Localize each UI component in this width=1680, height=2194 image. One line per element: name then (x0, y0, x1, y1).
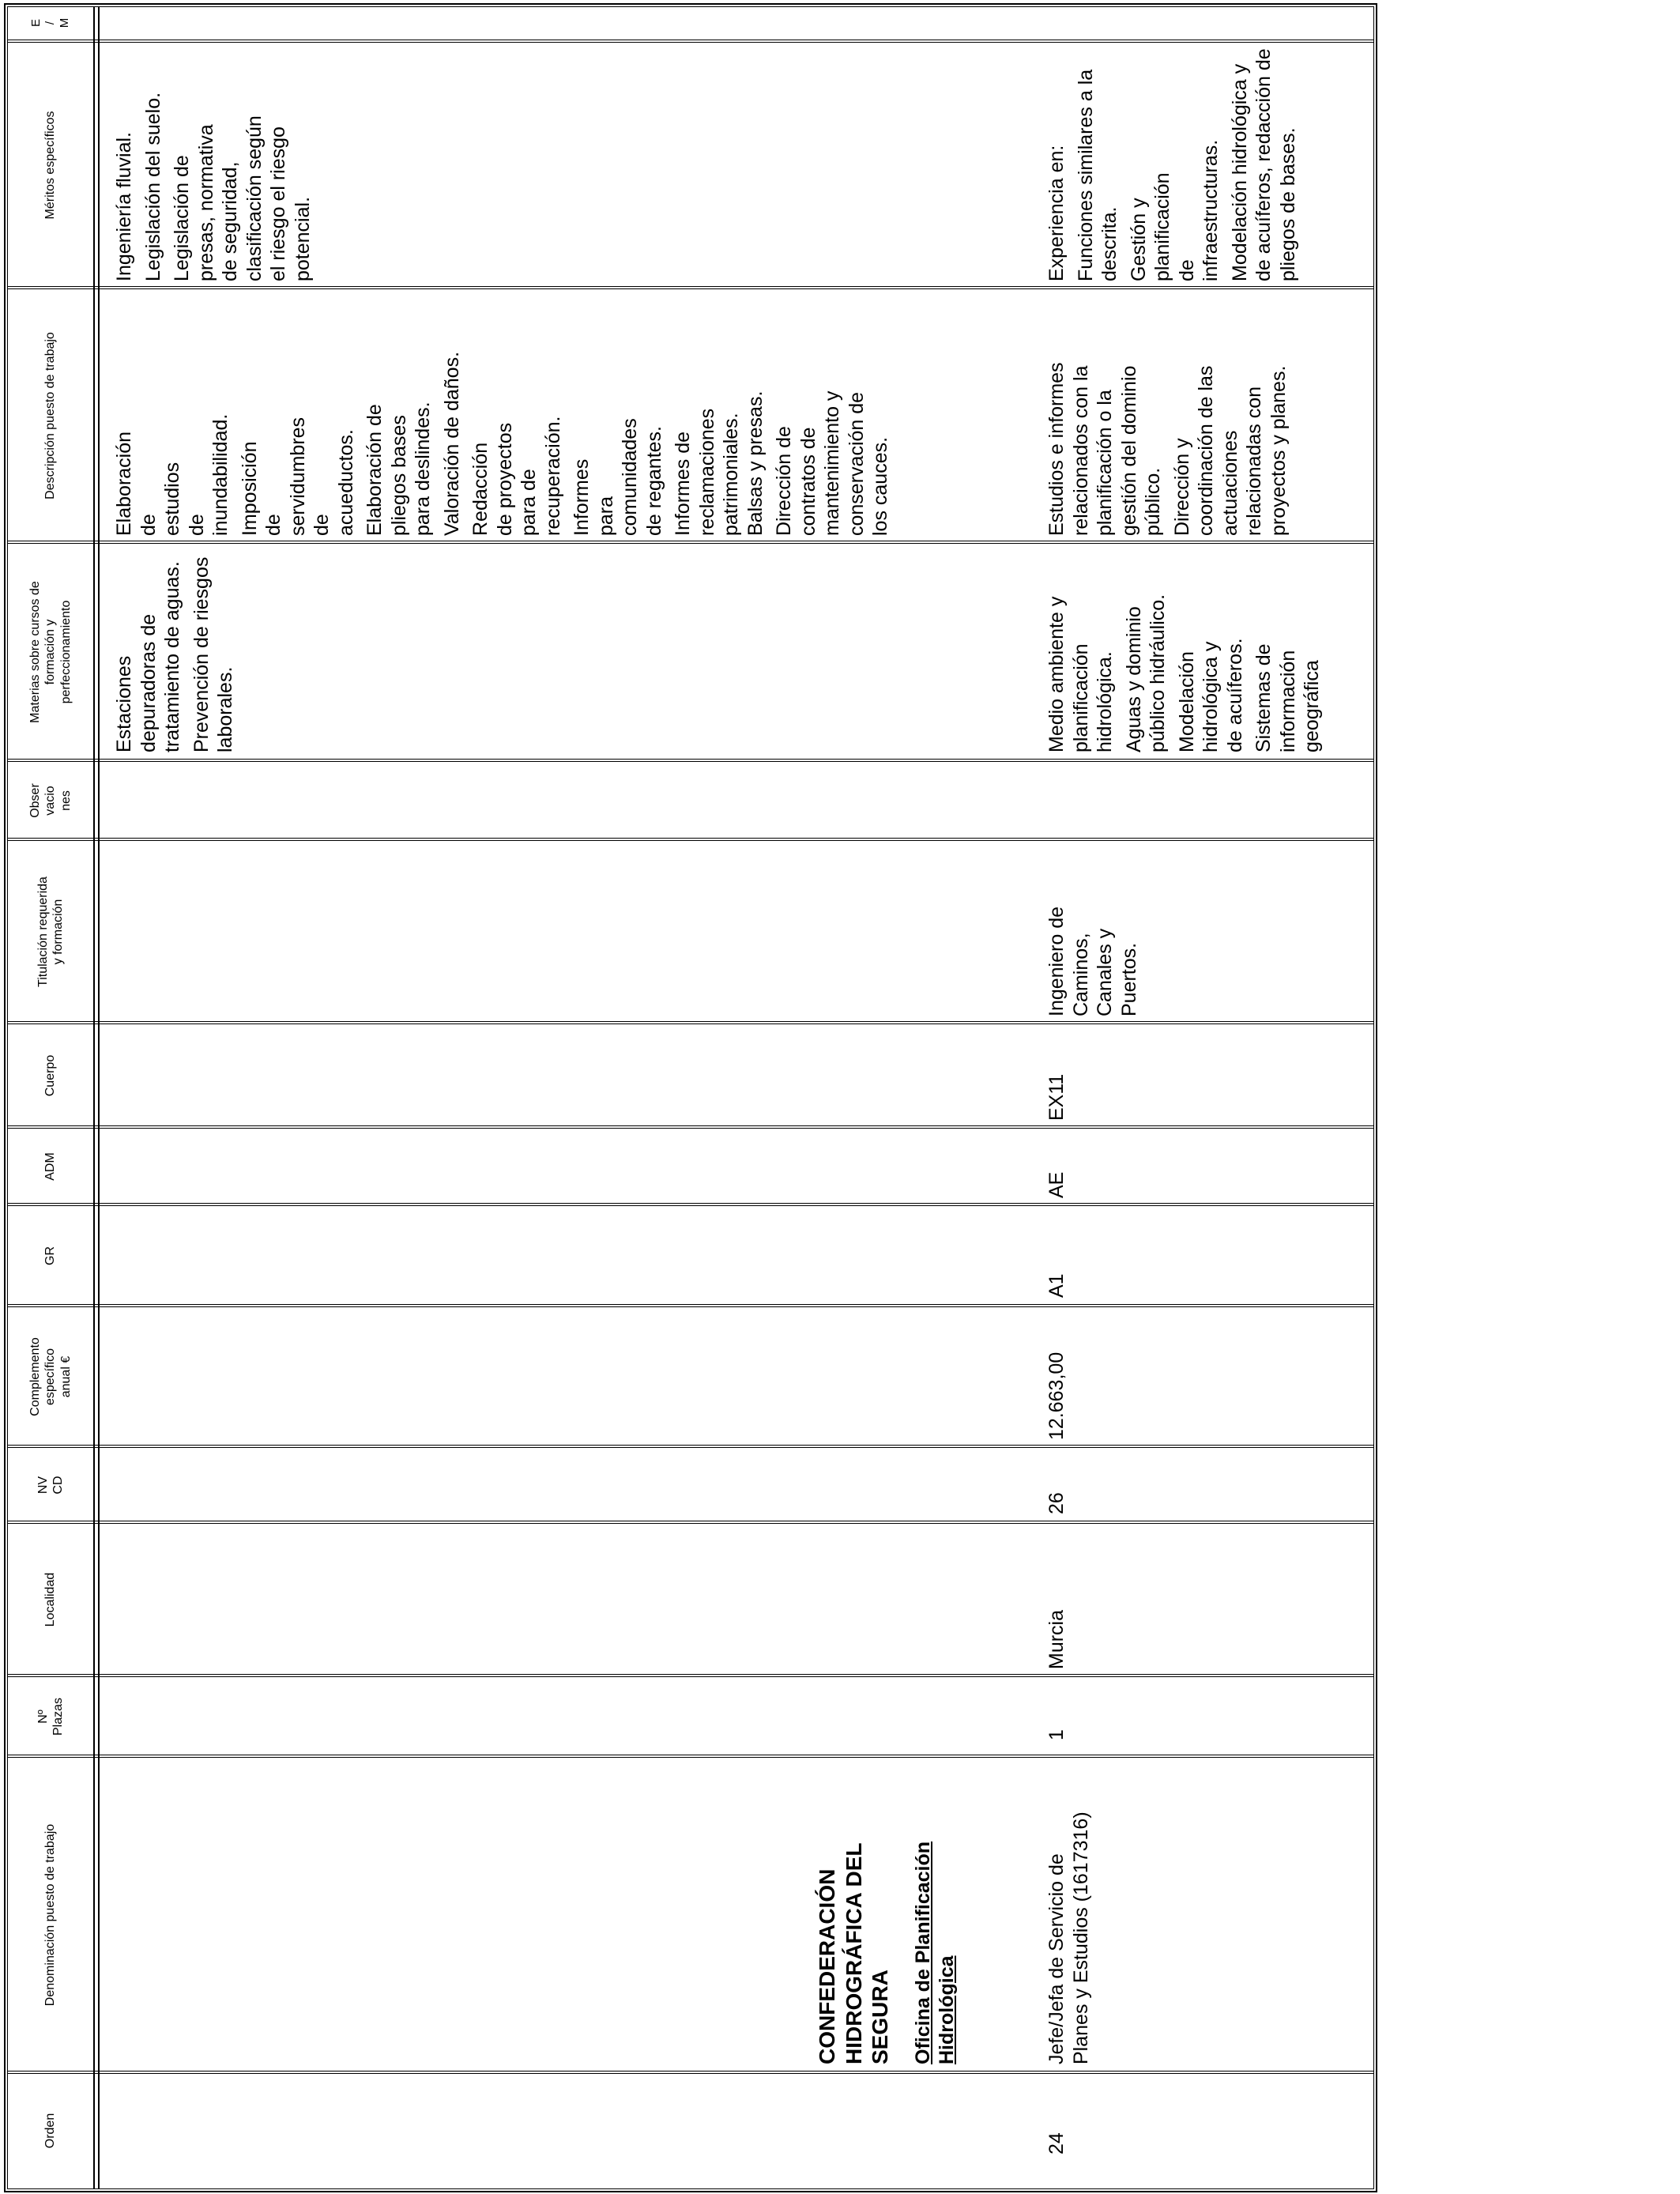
organism-block (814, 1764, 959, 2064)
header-grupo: GR (43, 1246, 58, 1265)
column-separator-line (7, 1523, 1374, 1524)
column-separator-line (7, 759, 1374, 760)
header-meritos: Méritos específicos (43, 111, 58, 220)
materias-item: Modelación hidrológica y de acuíferos. (1175, 638, 1246, 752)
header-denominacion: Denominación puesto de trabajo (43, 1823, 58, 2007)
header-complemento: Complemento específico anual € (28, 1337, 73, 1416)
column-separator-line (7, 1676, 1374, 1677)
column-separator-line (7, 761, 1374, 762)
column-separator-line (7, 1128, 1374, 1129)
column-separator-line (7, 288, 1374, 289)
column-separator-line (7, 1306, 1374, 1307)
header-localidad: Localidad (43, 1572, 58, 1627)
header-plazas: Nº Plazas (36, 1697, 65, 1736)
continuation-meritos-item: Ingeniería fluvial. (113, 131, 135, 281)
cell-materias (1045, 586, 1329, 752)
continuation-descripcion-item: Redacción de proyectos para de recuperación. (469, 416, 564, 536)
meritos-item: Funciones similares a la descrita. (1074, 69, 1121, 281)
organism-name: CONFEDERACIÓN HIDROGRÁFICA DEL SEGURA (815, 1843, 893, 2064)
column-separator-line (7, 1205, 1374, 1206)
continuation-descripcion-item: Valoración de daños. (440, 351, 463, 536)
header-materias: Materias sobre cursos de formación y perfeccionamiento (28, 581, 73, 723)
header-titulacion: Titulación requerida y formación (36, 876, 65, 987)
column-separator-line (7, 286, 1374, 287)
continuation-materias-item: Prevención de riesgos laborales. (190, 556, 236, 752)
descripcion-item: Dirección y coordinación de las actuaciones relacionadas con proyectos y planes. (1170, 365, 1290, 536)
descripcion-item: Estudios e informes relacionados con la planificación o la gestión del dominio público. (1045, 362, 1164, 536)
header-em: E / M (29, 17, 71, 28)
column-separator-line (7, 1021, 1374, 1022)
column-separator-line (7, 1757, 1374, 1758)
column-separator-line (7, 1447, 1374, 1448)
meritos-item: Experiencia en: (1045, 145, 1068, 281)
column-separator-line (7, 1203, 1374, 1204)
column-separator-line (7, 1674, 1374, 1675)
column-separator-line (7, 543, 1374, 544)
header-orden: Orden (43, 2113, 58, 2149)
column-separator-line (7, 1445, 1374, 1446)
continuation-descripcion (112, 291, 898, 536)
meritos-item: Gestión y planificación de infraestructuras. (1127, 139, 1222, 281)
header-observaciones: Obser vacio nes (28, 783, 73, 818)
continuation-descripcion-item: Imposición de servidumbres de acueductos. (238, 417, 357, 536)
cell-localidad: Murcia (1045, 1609, 1068, 1669)
column-separator-line (7, 1023, 1374, 1024)
materias-item: Medio ambiente y planificación hidrológica. (1045, 596, 1116, 752)
continuation-descripcion-item: Elaboración de estudios de inundabilidad. (113, 413, 232, 536)
header-adm: ADM (43, 1152, 58, 1181)
cell-complemento: 12.663,00 (1045, 1351, 1068, 1440)
continuation-descripcion-item: Dirección de contratos de mantenimiento y conservación de los cauces. (773, 390, 891, 536)
continuation-meritos-item: Legislación de presas, normativa de seguridad, clasificación según el riesgo el riesgo potencial. (171, 115, 314, 281)
cell-nivel: 26 (1045, 1492, 1068, 1514)
cell-meritos (1045, 47, 1305, 281)
cell-adm: AE (1045, 1171, 1068, 1198)
header-nivel: NV CD (36, 1476, 65, 1495)
cell-orden: 24 (1045, 2132, 1068, 2154)
cell-grupo: A1 (1045, 1273, 1068, 1298)
cell-denominacion: Jefe/Jefa de Servicio de Planes y Estudios (1617316) (1045, 1811, 1092, 2064)
column-separator-line (7, 1125, 1374, 1126)
column-separator-line (7, 840, 1374, 841)
organism-unit: Oficina de Planificación Hidrológica (911, 1841, 959, 2064)
materias-item: Sistemas de información geográfica (1252, 643, 1323, 752)
header-cuerpo: Cuerpo (43, 1054, 58, 1097)
meritos-item: Modelación hidrológica y de acuíferos, redacción de pliegos de bases. (1228, 48, 1299, 281)
header-descripcion: Descripción puesto de trabajo (43, 332, 58, 499)
header-separator (93, 6, 95, 2189)
header-separator-2 (98, 6, 100, 2189)
continuation-descripcion-item: Informes para comunidades de regantes. (571, 418, 665, 536)
cell-descripcion (1045, 346, 1295, 536)
cell-titulacion: Ingeniero de Caminos, Canales y Puertos. (1045, 906, 1140, 1016)
cell-plazas: 1 (1045, 1729, 1068, 1740)
column-separator-line (7, 1304, 1374, 1305)
column-separator-line (7, 2073, 1374, 2074)
column-separator-line (7, 838, 1374, 839)
continuation-descripcion-item: Elaboración de pliegos bases para deslindes. (363, 401, 434, 536)
materias-item: Aguas y dominio público hidráulico. (1122, 594, 1169, 752)
cell-cuerpo: EX11 (1045, 1073, 1068, 1121)
continuation-materias (112, 547, 243, 752)
continuation-meritos-item: Legislación del suelo. (141, 92, 164, 281)
continuation-meritos (112, 47, 319, 281)
column-separator-line (7, 42, 1374, 43)
continuation-materias-item: Estaciones depuradoras de tratamiento de aguas. (113, 561, 183, 752)
continuation-descripcion-item: Informes de reclamaciones patrimoniales. Balsas y presas. (672, 390, 767, 536)
